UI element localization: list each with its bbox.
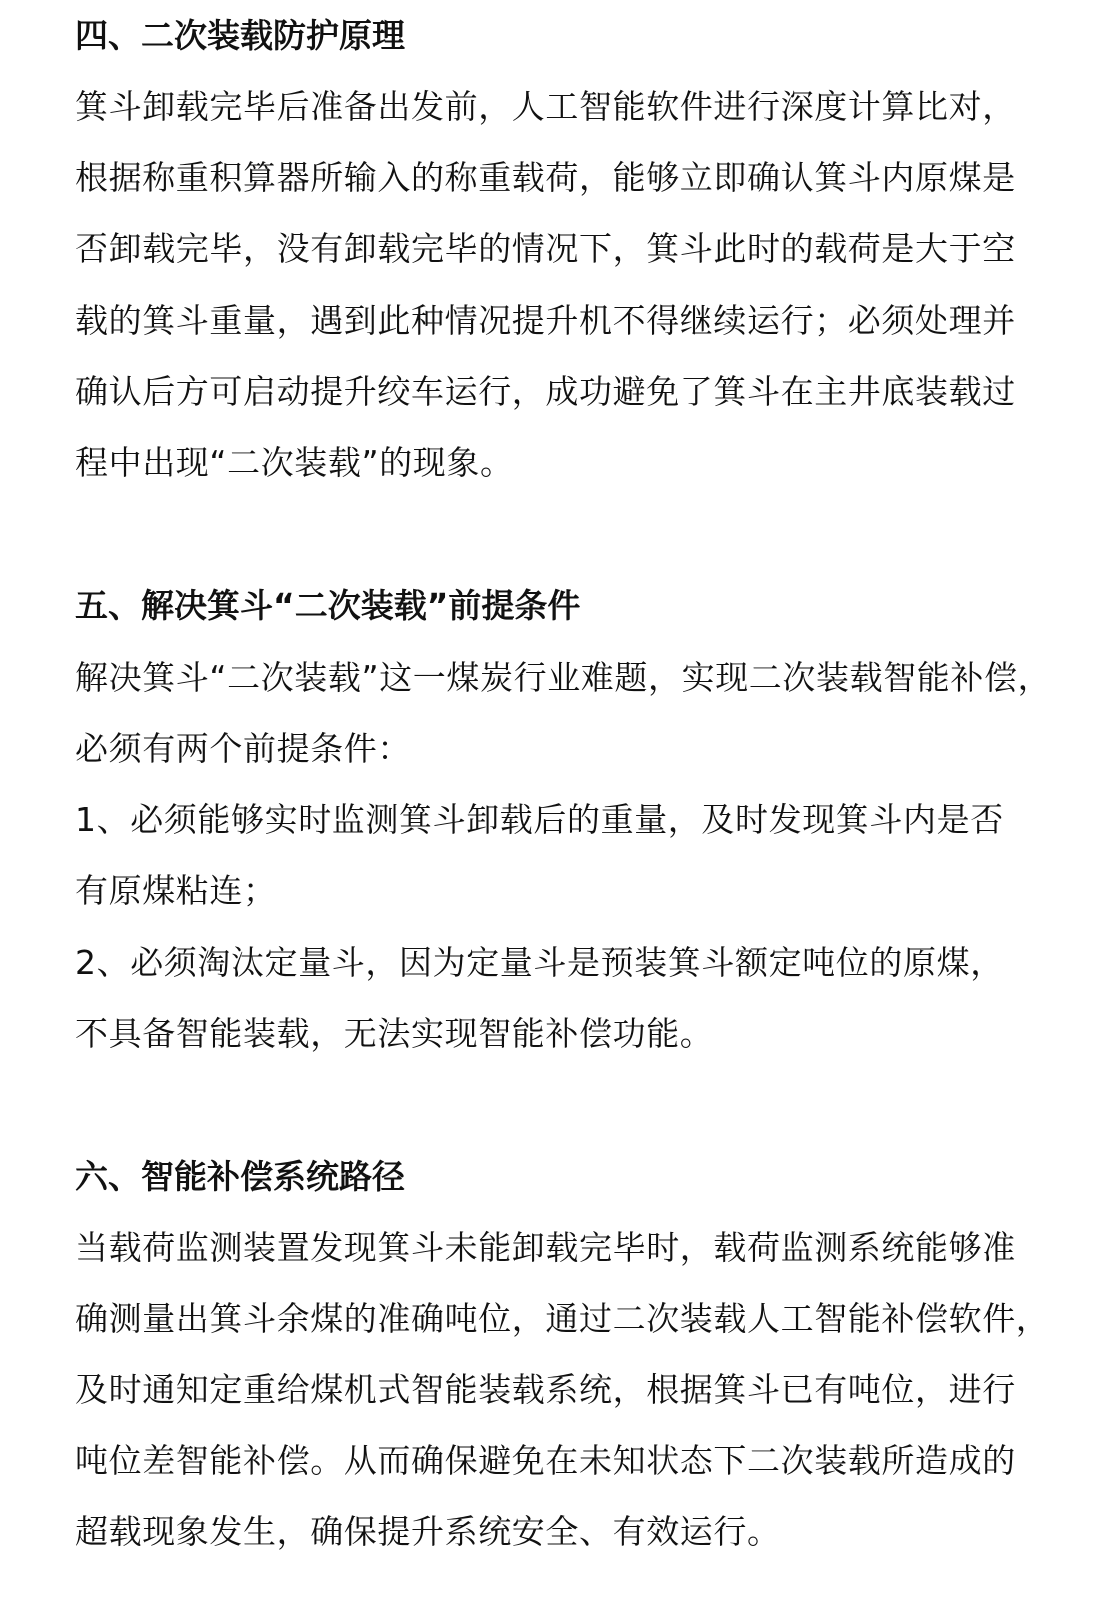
paragraph-line: 箕斗卸载完毕后准备出发前，人工智能软件进行深度计算比对， <box>75 87 1016 126</box>
paragraph-line: 程中出现“二次装载”的现象。 <box>75 443 514 482</box>
section-heading: 四、二次装载防护原理 <box>75 16 405 55</box>
paragraph-line: 确认后方可启动提升绞车运行，成功避免了箕斗在主井底装载过 <box>75 372 1016 411</box>
paragraph-line: 解决箕斗“二次装载”这一煤炭行业难题，实现二次装载智能补偿， <box>75 658 1052 697</box>
paragraph-line: 吨位差智能补偿。从而确保避免在未知状态下二次装载所造成的 <box>75 1441 1016 1480</box>
paragraph-line: 确测量出箕斗余煤的准确吨位，通过二次装载人工智能补偿软件， <box>75 1299 1050 1338</box>
paragraph-line: 超载现象发生，确保提升系统安全、有效运行。 <box>75 1512 781 1551</box>
paragraph-line: 不具备智能装载，无法实现智能补偿功能。 <box>75 1014 714 1053</box>
paragraph-line: 有原煤粘连； <box>75 871 277 910</box>
paragraph-line: 2、必须淘汰定量斗，因为定量斗是预装箕斗额定吨位的原煤， <box>75 943 1004 982</box>
paragraph-line: 否卸载完毕，没有卸载完毕的情况下，箕斗此时的载荷是大于空 <box>75 229 1016 268</box>
paragraph-line: 及时通知定重给煤机式智能装载系统，根据箕斗已有吨位，进行 <box>75 1370 1016 1409</box>
section-heading: 五、解决箕斗“二次装载”前提条件 <box>75 586 581 625</box>
paragraph-line: 根据称重积算器所输入的称重载荷，能够立即确认箕斗内原煤是 <box>75 158 1016 197</box>
paragraph-line: 当载荷监测装置发现箕斗未能卸载完毕时，载荷监测系统能够准 <box>75 1228 1016 1267</box>
section-heading: 六、智能补偿系统路径 <box>75 1157 405 1196</box>
paragraph-line: 1、必须能够实时监测箕斗卸载后的重量，及时发现箕斗内是否 <box>75 800 1004 839</box>
paragraph-line: 必须有两个前提条件： <box>75 729 411 768</box>
paragraph-line: 载的箕斗重量，遇到此种情况提升机不得继续运行；必须处理并 <box>75 301 1016 340</box>
